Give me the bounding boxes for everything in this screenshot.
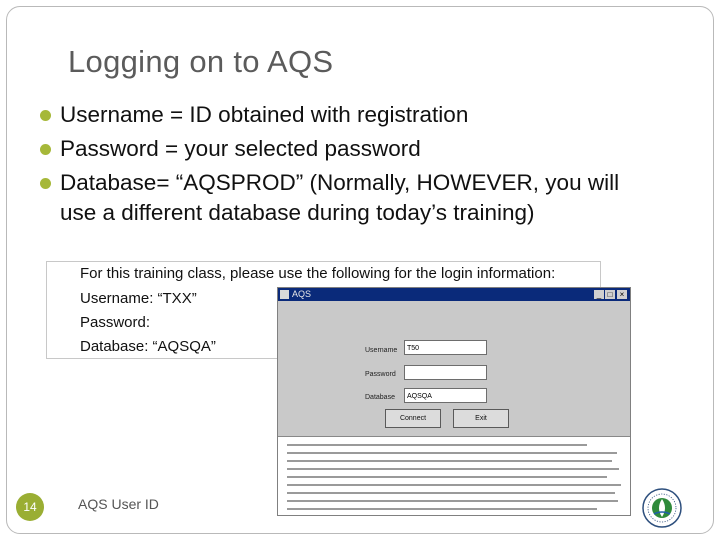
- bullet-dot-icon: [40, 110, 51, 121]
- password-label: Password: [365, 371, 396, 378]
- note-line-intro: For this training class, please use the following for the login information:: [80, 265, 556, 282]
- note-line-password: Password:: [80, 314, 151, 331]
- connect-button[interactable]: Connect: [385, 409, 441, 428]
- slide-title: Logging on to AQS: [68, 44, 334, 79]
- maximize-icon[interactable]: □: [605, 290, 615, 299]
- database-field[interactable]: AQSQA: [404, 388, 487, 403]
- username-label: Username: [365, 347, 398, 354]
- window-title: AQS: [292, 289, 312, 299]
- system-description-text: [278, 436, 630, 516]
- bullet-database: Database= “AQSPROD” (Normally, HOWEVER, you will: [38, 168, 698, 198]
- minimize-icon[interactable]: _: [594, 290, 604, 299]
- note-line-username: Username: “TXX”: [80, 290, 197, 307]
- bullet-username: Username = ID obtained with registration: [38, 100, 698, 130]
- slide-number-badge: 14: [16, 493, 44, 521]
- username-field[interactable]: T50: [404, 340, 487, 355]
- footer-text: AQS User ID: [78, 496, 159, 512]
- window-titlebar: [278, 288, 630, 301]
- login-window-screenshot: [277, 287, 631, 516]
- exit-button[interactable]: Exit: [453, 409, 509, 428]
- password-field[interactable]: [404, 365, 487, 380]
- epa-seal-logo: [642, 488, 682, 528]
- close-icon[interactable]: ×: [617, 290, 627, 299]
- bullet-password: Password = your selected password: [38, 134, 698, 164]
- app-icon: [280, 290, 289, 299]
- bullet-database-continued: use a different database during today’s training): [60, 200, 535, 225]
- bullet-list: [38, 100, 698, 232]
- bullet-dot-icon: [40, 178, 51, 189]
- bullet-dot-icon: [40, 144, 51, 155]
- database-label: Database: [365, 394, 395, 401]
- note-line-database: Database: “AQSQA”: [80, 338, 216, 355]
